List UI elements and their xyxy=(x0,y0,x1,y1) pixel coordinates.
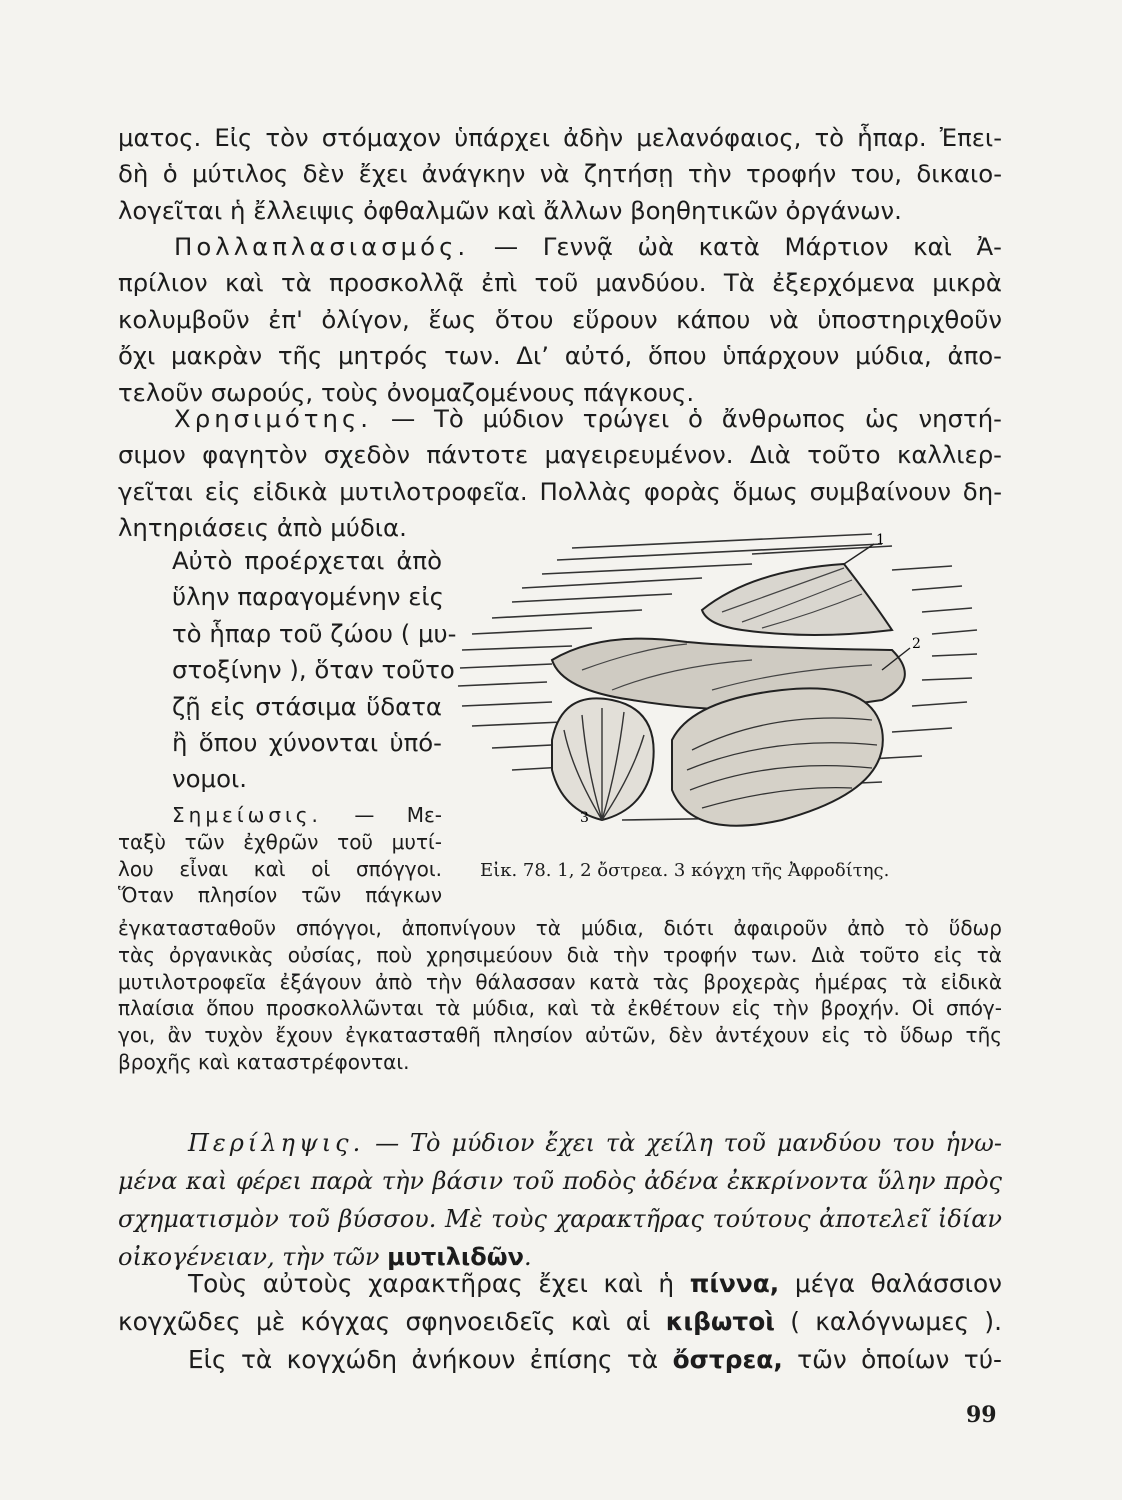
text-fragment: κογχῶδες μὲ κόγχας σφηνοειδεῖς καὶ αἱ xyxy=(118,1307,651,1336)
text-line: μένα καὶ φέρει παρὰ τὴν βάσιν τοῦ ποδὸς ἀδένα ἐκκρίνοντα ὕλην πρὸς xyxy=(118,1167,1002,1195)
text-line: σιμον φαγητὸν σχεδὸν πάντοτε μαγειρευμένον. Διὰ τοῦτο καλλιερ- xyxy=(118,440,1002,470)
text-fragment: μέγα θαλάσσιον xyxy=(794,1269,1002,1298)
figure-label-2: 2 xyxy=(912,636,921,652)
intro-paragraph xyxy=(118,120,1002,229)
side-paragraph xyxy=(172,543,457,798)
text-line: ὕλην παραγομένην εἰς xyxy=(172,582,444,612)
figure-caption: Εἰκ. 78. 1, 2 ὄστρεα. 3 κόγχη τῆς Ἀφροδίτης. xyxy=(480,860,890,881)
text-line: λητηριάσεις ἀπὸ μύδια. xyxy=(118,513,407,543)
text-line: γοι, ἂν τυχὸν ἔχουν ἐγκατασταθῆ πλησίον αὐτῶν, δὲν ἀντέχουν εἰς τὸ ὕδωρ τῆς xyxy=(118,1023,1002,1048)
summary-paragraph xyxy=(118,1124,1002,1276)
text-line: ἢ ὅπου χύνονται ὑπό- xyxy=(172,728,442,758)
text-fragment: — Γεννᾷ ὠὰ κατὰ Μάρτιον καὶ Ἀ- xyxy=(493,232,1002,261)
note-side-paragraph xyxy=(118,802,442,909)
oyster-shell-1 xyxy=(702,564,892,635)
text-fragment: ( καλόγνωμες ). xyxy=(790,1307,1002,1336)
cockle-shell-3 xyxy=(552,698,654,820)
text-line: σχηματισμὸν τοῦ βύσσου. Μὲ τοὺς χαρακτῆρας τούτους ἀποτελεῖ ἰδίαν xyxy=(118,1205,1002,1233)
closing-paragraph xyxy=(118,1265,1002,1379)
text-fragment: . xyxy=(523,1243,532,1271)
text-line: κολυμβοῦν ἐπ' ὀλίγον, ἕως ὅτου εὕρουν κάπου νὰ ὑποστηριχθοῦν xyxy=(118,304,1002,334)
note-heading: Σημείωσις. xyxy=(172,803,322,827)
text-fragment: τῶν ὁποίων τύ- xyxy=(797,1345,1003,1374)
text-line: ζῇ εἰς στάσιμα ὕδατα xyxy=(172,691,442,721)
section-heading: Χρησιμότης. xyxy=(174,404,373,433)
text-line: τελοῦν σωρούς, τοὺς ὀνομαζομένους πάγκους. xyxy=(118,377,695,407)
text-line: τὰς ὀργανικὰς οὐσίας, ποὺ χρησιμεύουν διὰ τὴν τροφήν των. Διὰ τοῦτο εἰς τὰ xyxy=(118,942,1002,967)
text-line: πρίλιον καὶ τὰ προσκολλᾷ ἐπὶ τοῦ μανδύου. Τὰ ἐξερχόμενα μικρὰ xyxy=(118,268,1002,298)
text-fragment: — Τὸ μύδιον ἔχει τὰ χείλη τοῦ μανδύου του ἡνω- xyxy=(375,1129,1002,1157)
text-line: ματος. Εἰς τὸν στόμαχον ὑπάρχει ἀδὴν μελανόφαιος, τὸ ἧπαρ. Ἐπει- xyxy=(118,123,1002,152)
usefulness-paragraph xyxy=(118,401,1002,547)
text-fragment: Εἰς τὰ κογχώδη ἀνήκουν ἐπίσης τὰ xyxy=(188,1345,659,1374)
text-line: πλαίσια ὅπου προσκολλῶνται τὰ μύδια, καὶ τὰ ἐκθέτουν εἰς τὴν βροχήν. Οἱ σπόγ- xyxy=(118,996,1002,1021)
bold-term: πίννα, xyxy=(689,1269,780,1298)
text-line: νομοι. xyxy=(172,764,247,794)
text-line: λου εἶναι καὶ οἱ σπόγγοι. xyxy=(118,856,442,881)
text-line: ἐγκατασταθοῦν σπόγγοι, ἀποπνίγουν τὰ μύδια, διότι ἀφαιροῦν ἀπὸ τὸ ὕδωρ xyxy=(118,916,1002,940)
note-paragraph xyxy=(118,915,1002,1076)
bold-term: ὄστρεα, xyxy=(672,1345,783,1374)
text-line: δὴ ὁ μύτιλος δὲν ἔχει ἀνάγκην νὰ ζητήσῃ τὴν τροφήν του, δικαιο- xyxy=(118,159,1002,189)
text-line: γεῖται εἰς εἰδικὰ μυτιλοτροφεῖα. Πολλὰς φορὰς ὅμως συμβαίνουν δη- xyxy=(118,476,1002,506)
shells-illustration xyxy=(452,530,992,860)
text-line: ὄχι μακρὰν τῆς μητρός των. Διʼ αὐτό, ὅπου ὑπάρχουν μύδια, ἀπο- xyxy=(118,341,1002,371)
reproduction-paragraph xyxy=(118,229,1002,411)
page-number: 99 xyxy=(966,1402,997,1428)
text-fragment: — Με- xyxy=(354,803,442,827)
figure-label-3: 3 xyxy=(580,810,589,826)
text-fragment: Τοὺς αὐτοὺς χαρακτῆρας ἔχει καὶ ἡ xyxy=(188,1269,675,1298)
text-line: στοξίνην ), ὅταν τοῦτο xyxy=(172,655,455,685)
text-line: μυτιλοτροφεῖα ἐξάγουν ἀπὸ τὴν θάλασσαν κατὰ τὰς βροχερὰς ἡμέρας τὰ εἰδικὰ xyxy=(118,969,1002,994)
section-heading: Πολλαπλασιασμός. xyxy=(174,232,470,261)
text-line: τὸ ἧπαρ τοῦ ζώου ( μυ- xyxy=(172,618,457,648)
text-line: Ὅταν πλησίον τῶν πάγκων xyxy=(118,883,442,908)
text-fragment: — Τὸ μύδιον τρώγει ὁ ἄνθρωπος ὡς νηστή- xyxy=(390,404,1002,433)
summary-heading: Περίληψις. xyxy=(188,1129,365,1157)
text-line: ταξὺ τῶν ἐχθρῶν τοῦ μυτί- xyxy=(118,829,442,854)
bold-term: κιβωτοὶ xyxy=(665,1307,775,1336)
text-fragment: οἰκογένειαν, τὴν τῶν xyxy=(118,1243,380,1271)
text-line: λογεῖται ἡ ἔλλειψις ὀφθαλμῶν καὶ ἄλλων βοηθητικῶν ὀργάνων. xyxy=(118,195,902,225)
text-line: Αὐτὸ προέρχεται ἀπὸ xyxy=(172,546,442,575)
text-line: βροχῆς καὶ καταστρέφονται. xyxy=(118,1049,410,1074)
figure-label-1: 1 xyxy=(876,532,885,548)
bold-term: μυτιλιδῶν xyxy=(387,1243,524,1271)
